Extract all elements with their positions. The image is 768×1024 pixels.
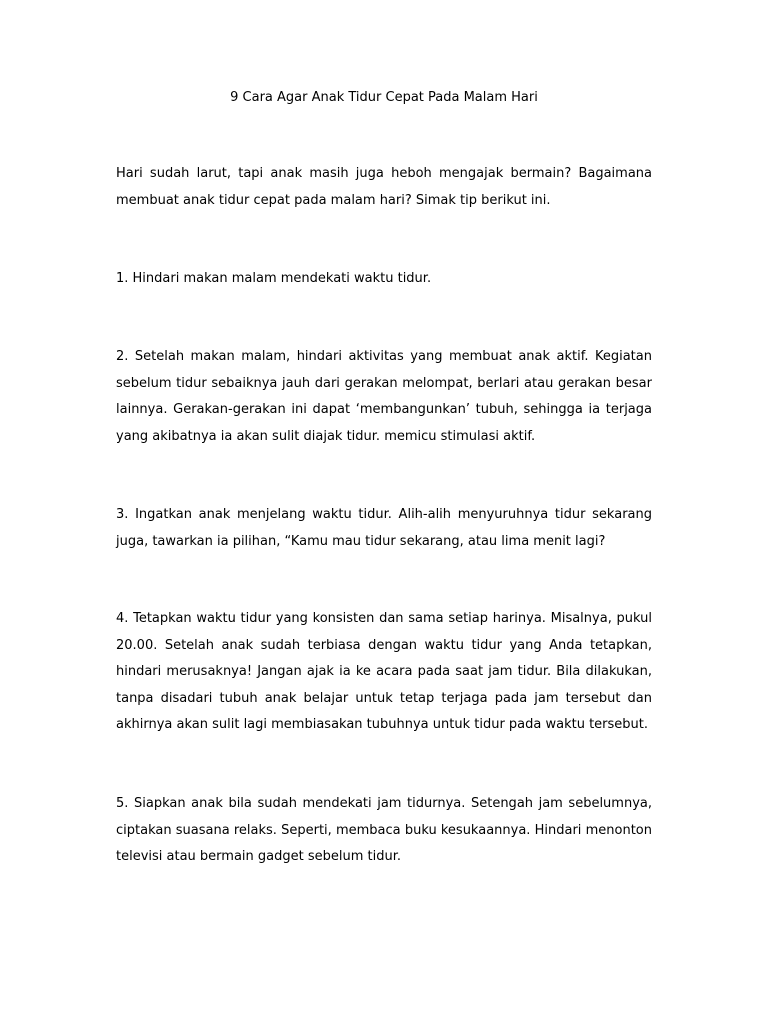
tip-paragraph-2: 2. Setelah makan malam, hindari aktivitas yang membuat anak aktif. Kegiatan sebelum tidur sebaiknya jauh dari gerakan melompat, berlari atau gerakan besar lainnya. Gerakan-gerakan ini dapat ‘membangunkan’ tubuh, sehingga ia terjaga yang akibatnya ia akan sulit diajak tidur. memicu stimulasi aktif. [116,349,652,444]
tip-paragraph-3: 3. Ingatkan anak menjelang waktu tidur. Alih-alih menyuruhnya tidur sekarang juga, tawarkan ia pilihan, “Kamu mau tidur sekarang, atau lima menit lagi? [116,507,652,549]
intro-paragraph: Hari sudah larut, tapi anak masih juga heboh mengajak bermain? Bagaimana membuat anak tidur cepat pada malam hari? Simak tip berikut ini. [116,166,652,208]
tip-paragraph-5: 5. Siapkan anak bila sudah mendekati jam tidurnya. Setengah jam sebelumnya, ciptakan suasana relaks. Seperti, membaca buku kesukaannya. Hindari menonton televisi atau bermain gadget sebelum tidur. [116,796,652,864]
document-title: 9 Cara Agar Anak Tidur Cepat Pada Malam Hari [230,90,538,105]
tip-paragraph-4: 4. Tetapkan waktu tidur yang konsisten dan sama setiap harinya. Misalnya, pukul 20.00. Setelah anak sudah terbiasa dengan waktu tidur yang Anda tetapkan, hindari merusaknya! Jangan ajak ia ke acara pada saat jam tidur. Bila dilakukan, tanpa disadari tubuh anak belajar untuk tetap terjaga pada jam tersebut dan akhirnya akan sulit lagi membiasakan tubuhnya untuk tidur pada waktu tersebut. [116,611,652,732]
tip-paragraph-1: 1. Hindari makan malam mendekati waktu tidur. [116,271,432,286]
